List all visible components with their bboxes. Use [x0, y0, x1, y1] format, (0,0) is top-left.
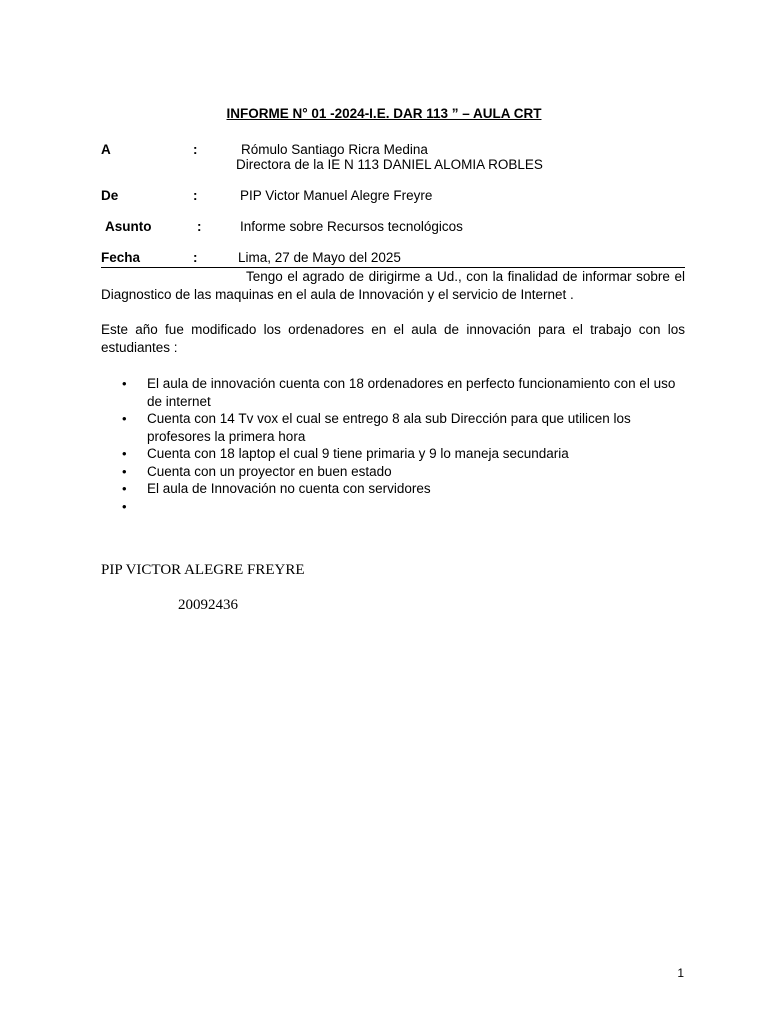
from-colon: :	[193, 188, 198, 203]
list-item-text: Cuenta con 18 laptop el cual 9 tiene primaria y 9 lo maneja secundaria	[147, 446, 569, 461]
signature-id: 20092436	[178, 597, 238, 613]
bullet-icon: •	[122, 376, 127, 391]
subject-colon: :	[197, 219, 202, 234]
second-paragraph: Este año fue modificado los ordenadores en el aula de innovación para el trabajo con los estudiantes :	[101, 322, 685, 355]
to-colon: :	[193, 142, 198, 157]
list-item	[101, 410, 685, 445]
date-colon: :	[193, 250, 198, 265]
list-item	[101, 480, 685, 498]
list-item-text: Cuenta con un proyector en buen estado	[147, 463, 392, 479]
list-item-text: El aula de innovación cuenta con 18 ordenadores en perfecto funcionamiento con el uso de internet	[147, 376, 676, 409]
list-item	[101, 498, 685, 516]
list-item-text: El aula de Innovación no cuenta con servidores	[147, 481, 431, 496]
to-role: Directora de la IE N 113 DANIEL ALOMIA ROBLES	[236, 157, 543, 172]
list-item	[101, 445, 685, 463]
date-value: Lima, 27 de Mayo del 2025	[238, 250, 401, 265]
bullet-icon: •	[122, 446, 127, 461]
signature-name: PIP VICTOR ALEGRE FREYRE	[101, 562, 305, 578]
subject-value: Informe sobre Recursos tecnológicos	[240, 219, 463, 234]
bullet-list	[101, 375, 685, 515]
list-item	[101, 463, 685, 481]
list-item-text: Cuenta con 14 Tv vox el cual se entrego 8 ala sub Dirección para que utilicen los profesores la primera hora	[147, 411, 631, 444]
bullet-icon: •	[122, 411, 127, 426]
to-label: A	[101, 142, 111, 157]
list-item	[101, 375, 685, 410]
list-item-text	[147, 499, 151, 514]
bullet-icon: •	[122, 463, 127, 479]
from-name: PIP Victor Manuel Alegre Freyre	[240, 188, 433, 203]
bullet-icon: •	[122, 481, 127, 496]
intro-paragraph: Tengo el agrado de dirigirme a Ud., con la finalidad de informar sobre el Diagnostico de las maquinas en el aula de Innovación y el servicio de Internet .	[101, 269, 685, 302]
date-label: Fecha	[101, 250, 141, 265]
report-title: INFORME N° 01 -2024-I.E. DAR 113 ” – AULA CRT	[226, 106, 542, 121]
subject-label: Asunto	[105, 219, 152, 234]
to-name: Rómulo Santiago Ricra Medina	[241, 142, 428, 157]
from-label: De	[101, 188, 119, 203]
bullet-icon: •	[122, 498, 127, 514]
page-number: 1	[677, 966, 684, 980]
